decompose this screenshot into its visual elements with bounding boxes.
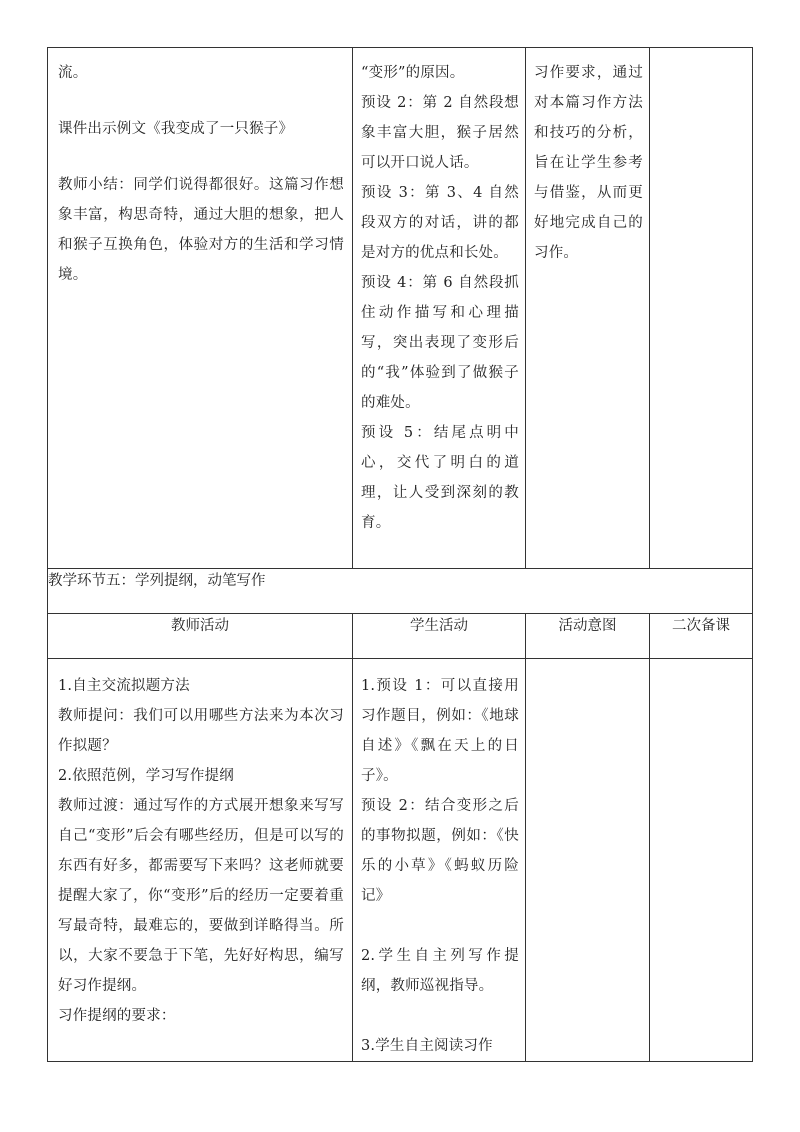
header-activity-intent: 活动意图 — [526, 614, 650, 659]
student-activity-cell — [353, 48, 526, 569]
teacher-question: 教师提问：我们可以用哪些方法来为本次习作拟题？ — [58, 708, 344, 754]
spacer — [58, 88, 344, 114]
second-prep-cell — [650, 48, 753, 569]
second-prep-cell — [650, 659, 753, 1062]
intent-text: 习作要求，通过对本篇习作方法和技巧的分析，旨在让学生参考与借鉴，从而更好地完成自己的习作。 — [534, 65, 643, 261]
lesson-plan-page — [47, 47, 752, 1062]
section-row — [48, 569, 753, 614]
preset-5: 预设 5：结尾点明中心，交代了明白的道理，让人受到深刻的教育。 — [361, 425, 519, 531]
lesson-plan-table — [47, 47, 753, 1062]
teacher-activity-cell — [48, 48, 353, 569]
header-student-activity: 学生活动 — [353, 614, 526, 659]
student-activity-cell — [353, 659, 526, 1062]
step-2-title: 2.依照范例，学习写作提纲 — [58, 768, 234, 784]
continued-content-row — [48, 48, 753, 569]
teacher-transition: 教师过渡：通过写作的方式展开想象来写写自己“变形”后会有哪些经历，但是可以写的东西有好多，都需要写下来吗？这老师就要提醒大家了，你“变形”后的经历一定要着重写最奇特，最难忘的，要做到详略得当。所以，大家不要急于下笔，先好好构思，编写好习作提纲。 — [58, 798, 344, 994]
teacher-text-line: 课件出示例文《我变成了一只猴子》 — [58, 121, 294, 137]
header-row — [48, 614, 753, 659]
preset-3: 预设 3：第 3、4 自然段双方的对话，讲的都是对方的优点和长处。 — [361, 185, 519, 261]
activity-intent-cell — [526, 48, 650, 569]
teacher-text-line: 流。 — [58, 65, 88, 81]
step-1-title: 1.自主交流拟题方法 — [58, 678, 190, 694]
preset-1: 1.预设 1：可以直接用习作题目，例如：《地球自述》《飘在天上的日子》。 — [361, 678, 519, 784]
activity-intent-cell — [526, 659, 650, 1062]
section-title: 教学环节五：学列提纲，动笔写作 — [48, 569, 753, 614]
header-second-prep: 二次备课 — [650, 614, 753, 659]
student-outline-task: 2.学生自主列写作提纲，教师巡视指导。 — [361, 948, 519, 994]
outline-requirements: 习作提纲的要求： — [58, 1008, 176, 1024]
preset-4: 预设 4：第 6 自然段抓住动作描写和心理描写，突出表现了变形后的“我”体验到了做猴子的难处。 — [361, 275, 519, 411]
preset-2: 预设 2：结合变形之后的事物拟题，例如：《快乐的小草》《蚂蚁历险记》 — [361, 798, 519, 904]
preset-2: 预设 2：第 2 自然段想象丰富大胆，猴子居然可以开口说人话。 — [361, 95, 519, 171]
teacher-activity-cell — [48, 659, 353, 1062]
section-five-content-row — [48, 659, 753, 1062]
header-teacher-activity: 教师活动 — [48, 614, 353, 659]
teacher-summary: 教师小结：同学们说得都很好。这篇习作想象丰富，构思奇特，通过大胆的想象，把人和猴子互换角色，体验对方的生活和学习情境。 — [58, 177, 344, 283]
student-text-line: “变形”的原因。 — [361, 65, 465, 81]
spacer — [361, 911, 519, 941]
student-reading-task: 3.学生自主阅读习作 — [361, 1038, 493, 1054]
spacer — [58, 144, 344, 170]
spacer — [361, 1001, 519, 1031]
